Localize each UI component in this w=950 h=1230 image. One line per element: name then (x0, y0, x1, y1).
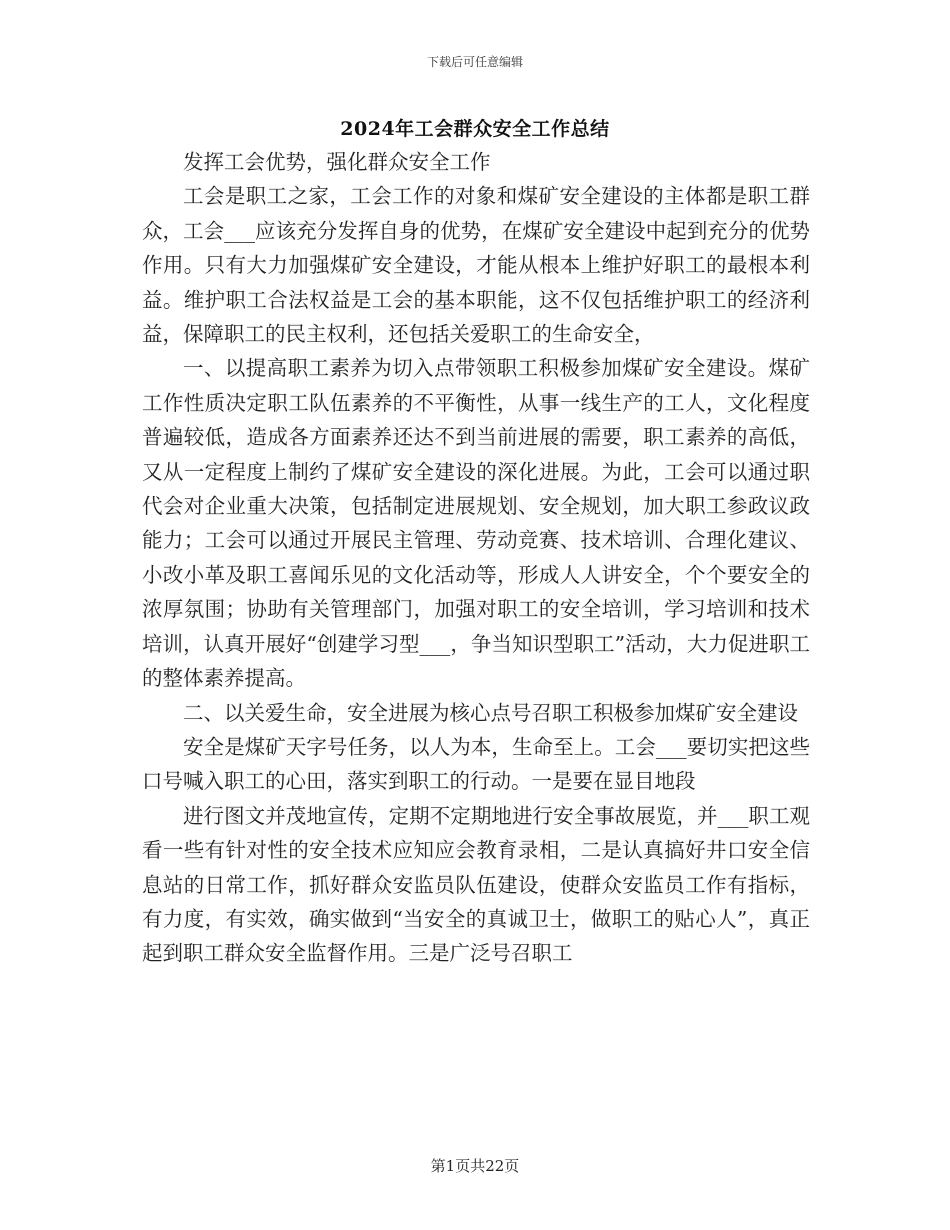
paragraph-section-two-continued: 进行图文并茂地宣传，定期不定期地进行安全事故展览，并___职工观看一些有针对性的安全技术应知应会教育录相，二是认真搞好井口安全信息站的日常工作，抓好群众安监员队伍建设，使群众安监员工作有指标，有力度，有实效，确实做到“当安全的真诚卫士，做职工的贴心人”，真正起到职工群众安全监督作用。三是广泛号召职工 (142, 803, 810, 966)
paragraph-section-two-heading: 二、以关爱生命，安全进展为核心点号召职工积极参加煤矿安全建设 (183, 700, 798, 725)
page-number: 第1页共22页 (430, 1157, 520, 1175)
paragraph-section-two-body: 安全是煤矿天字号任务，以人为本，生命至上。工会___要切实把这些口号喊入职工的心田，落实到职工的行动。一是要在显目地段 (142, 734, 810, 794)
page-header-note: 下载后可任意编辑 (426, 55, 523, 69)
paragraph-intro: 工会是职工之家，工会工作的对象和煤矿安全建设的主体都是职工群众，工会___应该充分发挥自身的优势，在煤矿安全建设中起到充分的优势作用。只有大力加强煤矿安全建设，才能从根本上维护好职工的最根本利益。维护职工合法权益是工会的基本职能，这不仅包括维护职工的经济利益，保障职工的民主权利，还包括关爱职工的生命安全， (142, 184, 810, 347)
document-title: 2024年工会群众安全工作总结 (340, 118, 610, 140)
paragraph-section-one: 一、以提高职工素养为切入点带领职工积极参加煤矿安全建设。煤矿工作性质决定职工队伍素养的不平衡性，从事一线生产的工人，文化程度普遍较低，造成各方面素养还达不到当前进展的需要，职工素养的高低，又从一定程度上制约了煤矿安全建设的深化进展。为此，工会可以通过职代会对企业重大决策，包括制定进展规划、安全规划，加大职工参政议政能力；工会可以通过开展民主管理、劳动竞赛、技术培训、合理化建议、小改小革及职工喜闻乐见的文化活动等，形成人人讲安全，个个要安全的浓厚氛围；协助有关管理部门，加强对职工的安全培训，学习培训和技术培训，认真开展好“创建学习型___，争当知识型职工”活动，大力促进职工的整体素养提高。 (142, 356, 810, 691)
paragraph-subtitle: 发挥工会优势，强化群众安全工作 (183, 150, 491, 174)
document-body (142, 145, 810, 971)
